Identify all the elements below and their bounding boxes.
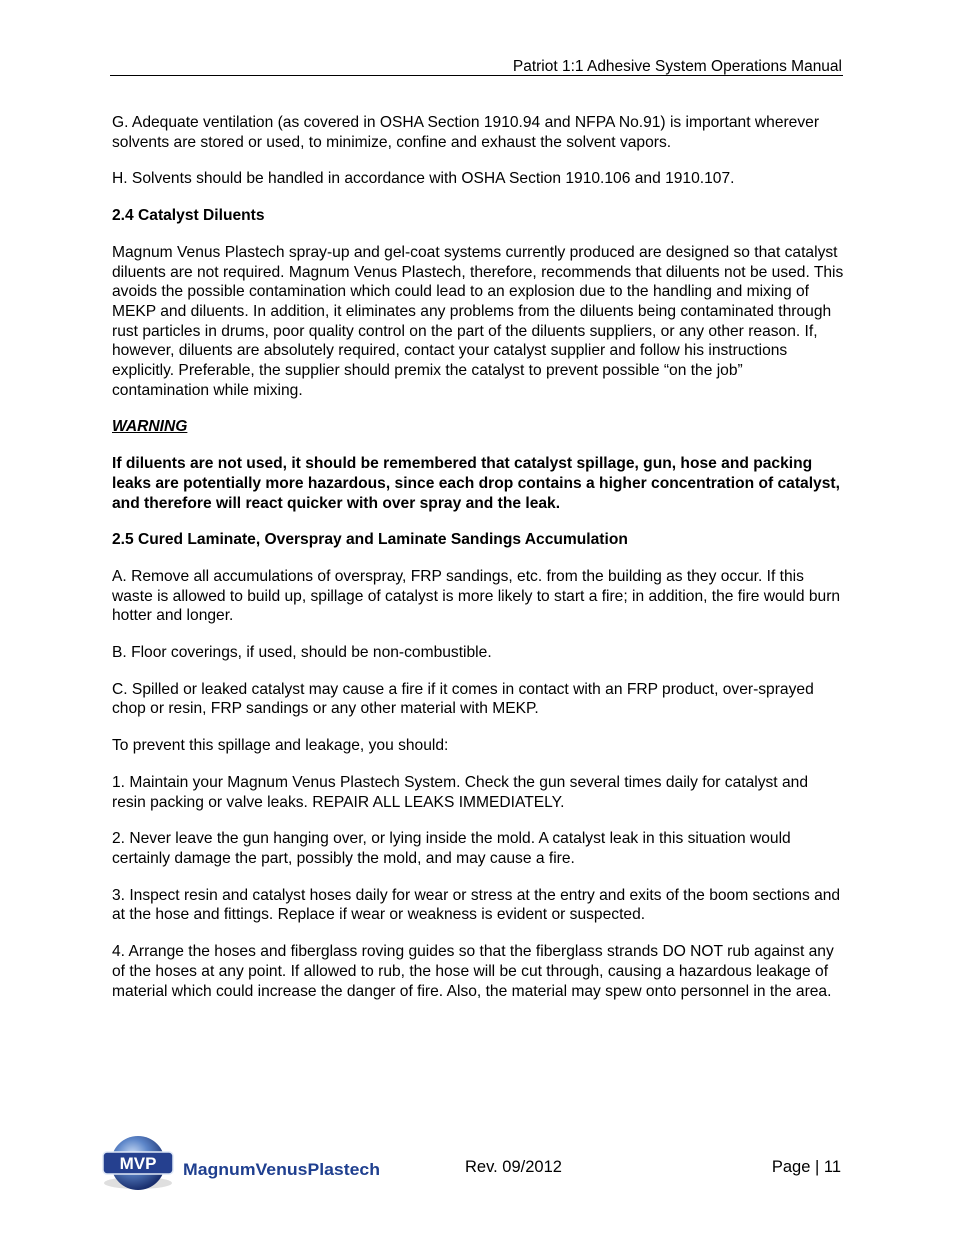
header-title: Patriot 1:1 Adhesive System Operations Manual xyxy=(512,58,842,75)
paragraph-prevent: To prevent this spillage and leakage, you should: xyxy=(112,737,449,755)
list-item-3: 3. Inspect resin and catalyst hoses daily for wear or stress at the entry and exits of the boom sections and at the hose and fittings. Replace if wear or weakness is evident or suspected. xyxy=(112,886,841,924)
logo-company-name: MagnumVenusPlastech xyxy=(183,1160,380,1179)
section-heading-2-4: 2.4 Catalyst Diluents xyxy=(112,207,265,225)
paragraph-g: G. Adequate ventilation (as covered in OSHA Section 1910.94 and NFPA No.91) is important wherever solvents are stored or used, to minimize, confine and exhaust the solvent vapors. xyxy=(112,114,820,151)
list-item-1: 1. Maintain your Magnum Venus Plastech System. Check the gun several times daily for catalyst and resin packing or valve leaks. REPAIR ALL LEAKS IMMEDIATELY. xyxy=(112,773,808,811)
section-heading-2-5: 2.5 Cured Laminate, Overspray and Laminate Sandings Accumulation xyxy=(112,531,628,549)
warning-label: WARNING xyxy=(112,418,188,436)
header-rule xyxy=(110,75,843,76)
warning-text: If diluents are not used, it should be remembered that catalyst spillage, gun, hose and packing leaks are potentially more hazardous, since each drop contains a higher concentration of catalyst, and therefore will react quicker with over spray and the leak. xyxy=(112,455,840,512)
logo-badge-text: MVP xyxy=(119,1154,157,1173)
document-body xyxy=(112,113,844,1018)
mvp-logo-icon xyxy=(100,1133,390,1195)
revision-date: Rev. 09/2012 xyxy=(465,1158,562,1176)
paragraph-catalyst-diluents: Magnum Venus Plastech spray-up and gel-coat systems currently produced are designed so that catalyst diluents are not required. Magnum Venus Plastech, therefore, recommends that diluents not be used. This avoids the possible contamination which could lead to an explosion due to the handling and mixing of MEKP and diluents. In addition, it eliminates any problems from the diluents being contaminated through rust particles in drums, poor quality control on the part of the diluents suppliers, or any other reason. If, however, diluents are absolutely required, contact your catalyst supplier and follow his instructions explicitly. Preferable, the supplier should premix the catalyst to prevent possible “on the job” contamination while mixing. xyxy=(112,243,844,399)
paragraph-c: C. Spilled or leaked catalyst may cause a fire if it comes in contact with an FRP product, over-sprayed chop or resin, FRP sandings or any other material with MEKP. xyxy=(112,680,814,718)
paragraph-b: B. Floor coverings, if used, should be non-combustible. xyxy=(112,644,492,662)
paragraph-a: A. Remove all accumulations of overspray, FRP sandings, etc. from the building as they occur. If this waste is allowed to build up, spillage of catalyst is more likely to start a fire; in addition, the fire would burn hotter and longer. xyxy=(112,567,841,625)
page-number: Page | 11 xyxy=(771,1158,841,1176)
list-item-4: 4. Arrange the hoses and fiberglass roving guides so that the fiberglass strands DO NOT rub against any of the hoses at any point. If allowed to rub, the hose will be cut through, causing a hazardous leakage of material which could increase the danger of fire. Also, the material may spew onto personnel in the area. xyxy=(112,943,834,1000)
paragraph-h: H. Solvents should be handled in accordance with OSHA Section 1910.106 and 1910.107. xyxy=(112,170,735,188)
company-logo xyxy=(100,1133,390,1195)
list-item-2: 2. Never leave the gun hanging over, or lying inside the mold. A catalyst leak in this situation would certainly damage the part, possibly the mold, and may cause a fire. xyxy=(112,830,791,867)
